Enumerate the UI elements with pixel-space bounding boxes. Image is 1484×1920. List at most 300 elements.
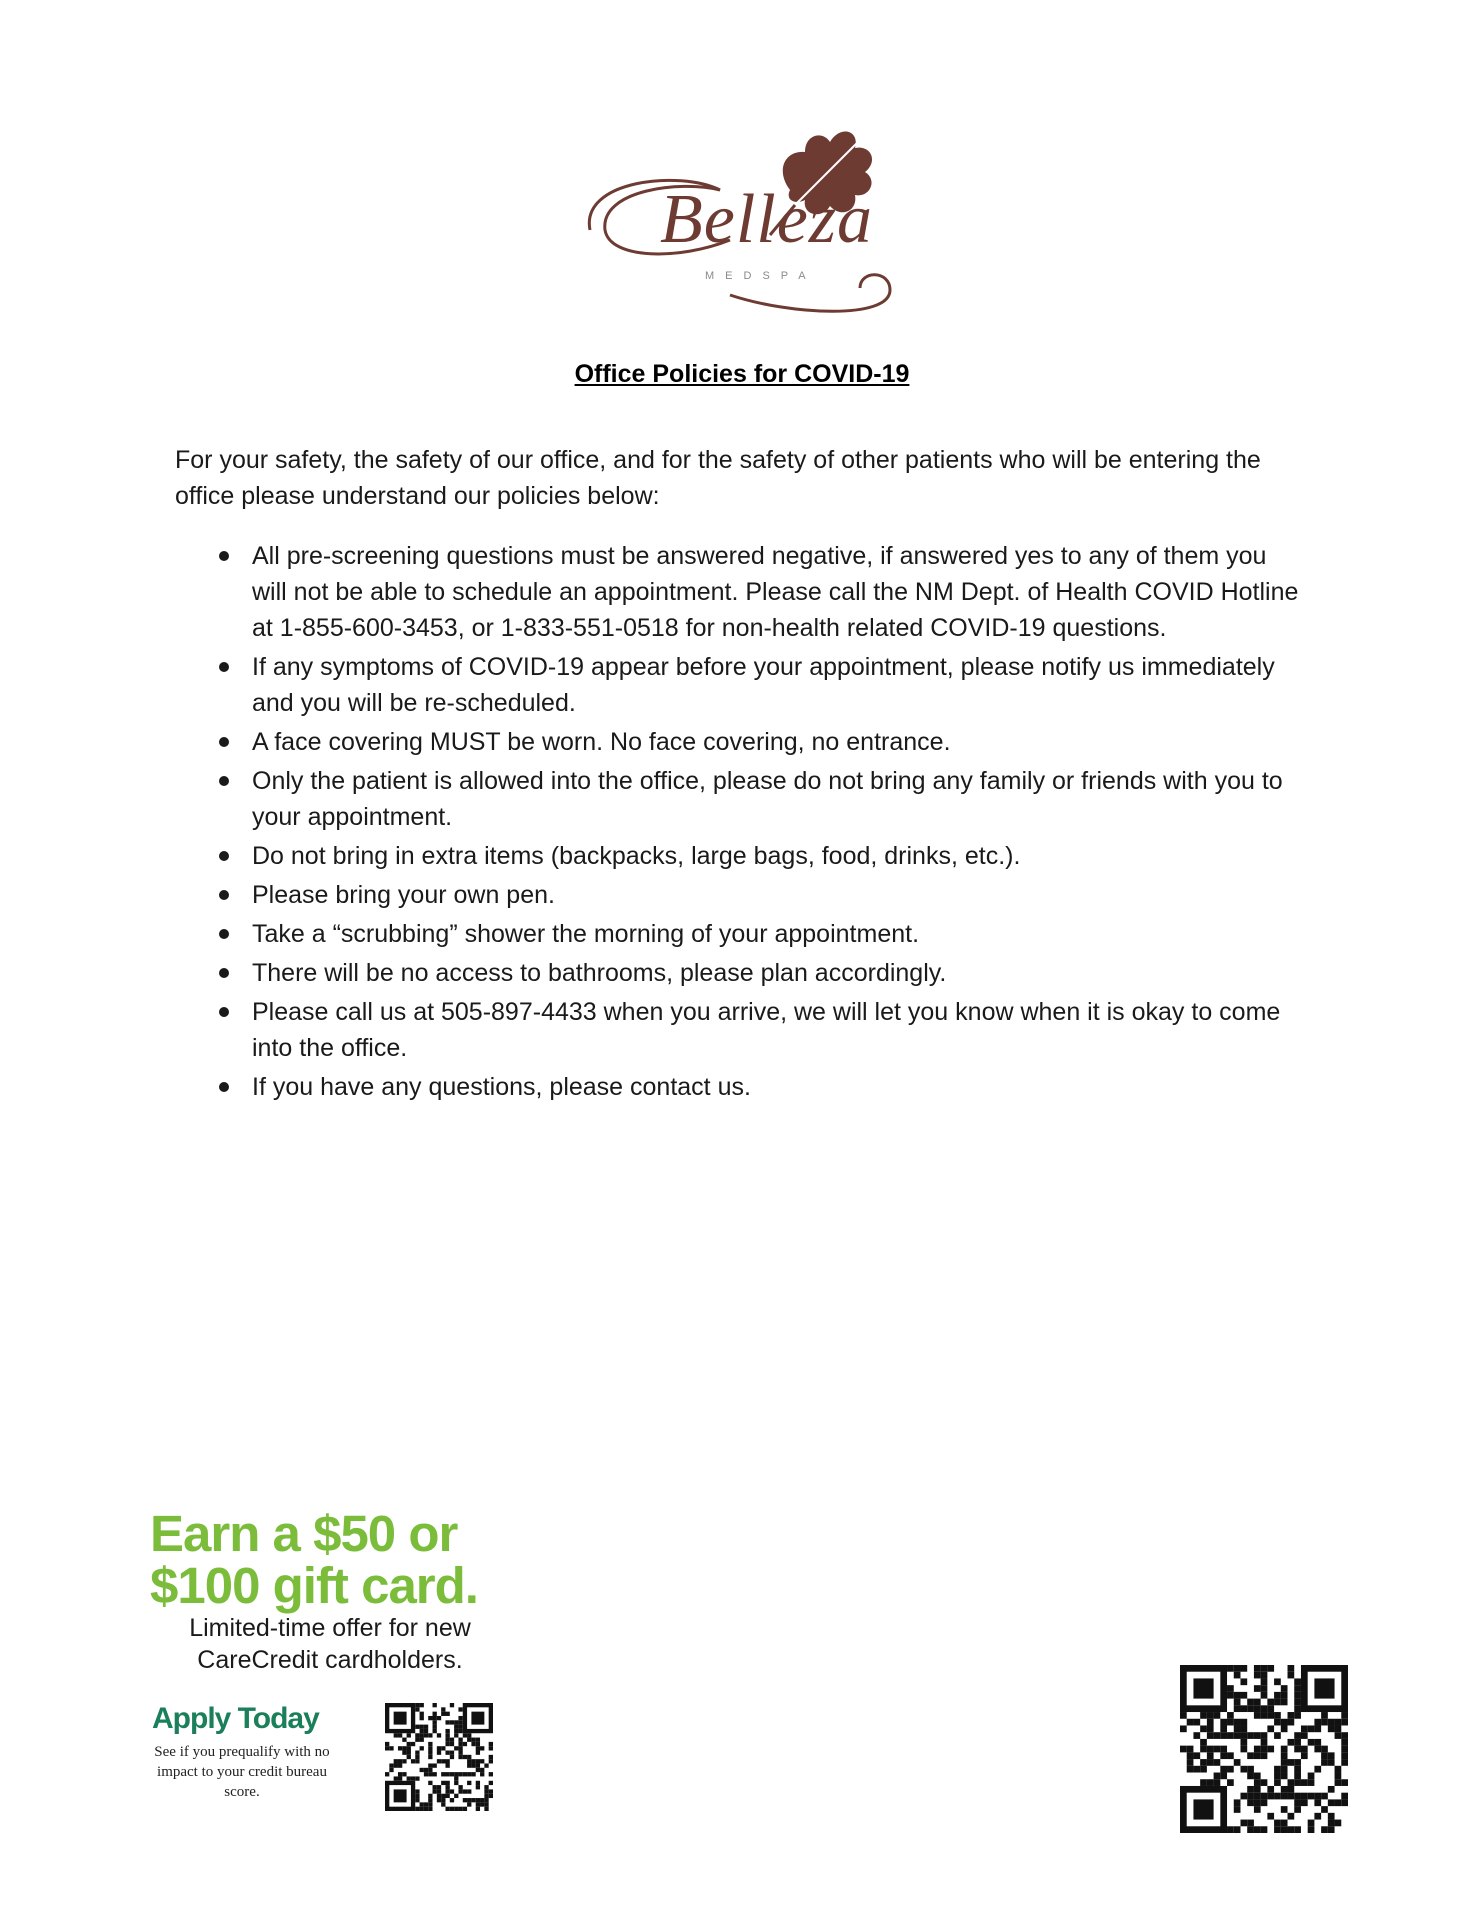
qr-module [471, 1738, 475, 1742]
qr-module [428, 1746, 432, 1750]
qr-module [1214, 1779, 1221, 1786]
qr-module [463, 1755, 467, 1759]
qr-module [489, 1781, 493, 1785]
qr-module [1207, 1725, 1214, 1732]
qr-module [458, 1746, 462, 1750]
qr-module [1247, 1793, 1254, 1800]
qr-module [441, 1802, 445, 1806]
qr-module [458, 1720, 462, 1724]
qr-module [1308, 1793, 1315, 1800]
qr-module [415, 1759, 419, 1763]
qr-module [458, 1725, 462, 1729]
qr-module [1261, 1746, 1268, 1753]
qr-module [424, 1733, 428, 1737]
qr-module [1180, 1725, 1187, 1732]
qr-module [1314, 1793, 1321, 1800]
qr-module [476, 1768, 480, 1772]
qr-module [1308, 1739, 1315, 1746]
qr-module [1254, 1826, 1261, 1833]
qr-module [1234, 1699, 1241, 1706]
qr-module [476, 1798, 480, 1802]
intro-paragraph: For your safety, the safety of our office, and for the safety of other patients who will be entering the office please understand our policies below: [175, 446, 1261, 510]
qr-module [467, 1763, 471, 1767]
qr-module [1234, 1672, 1241, 1679]
qr-module [389, 1768, 393, 1772]
qr-module [463, 1807, 467, 1811]
qr-module [1267, 1725, 1274, 1732]
qr-module [1234, 1806, 1241, 1813]
qr-module [433, 1789, 437, 1793]
qr-module [1294, 1692, 1301, 1699]
qr-module [467, 1772, 471, 1776]
qr-module [1288, 1739, 1295, 1746]
qr-module [1254, 1665, 1261, 1672]
qr-module [424, 1802, 428, 1806]
qr-module [1294, 1678, 1301, 1685]
qr-module [1274, 1779, 1281, 1786]
qr-module [1254, 1746, 1261, 1753]
qr-module [428, 1716, 432, 1720]
qr-module [385, 1742, 389, 1746]
list-item [215, 916, 1305, 952]
qr-module [1220, 1752, 1227, 1759]
qr-module [1328, 1725, 1335, 1732]
bullet-icon [219, 890, 229, 900]
qr-module [1187, 1752, 1194, 1759]
qr-module [467, 1802, 471, 1806]
qr-module [471, 1763, 475, 1767]
page-title: Office Policies for COVID-19 [574, 360, 910, 388]
qr-module [1314, 1799, 1321, 1806]
qr-module [433, 1712, 437, 1716]
qr-module [454, 1781, 458, 1785]
qr-module [484, 1802, 488, 1806]
qr-module [1321, 1719, 1328, 1726]
qr-module [1281, 1786, 1288, 1793]
qr-module [428, 1794, 432, 1798]
qr-module [1247, 1820, 1254, 1827]
list-item [215, 838, 1305, 874]
qr-module [398, 1746, 402, 1750]
qr-module [1261, 1752, 1268, 1759]
qr-module [1294, 1685, 1301, 1692]
qr-module [433, 1729, 437, 1733]
qr-module [1274, 1712, 1281, 1719]
qr-module [480, 1746, 484, 1750]
qr-module [1200, 1759, 1207, 1766]
qr-module [1335, 1719, 1342, 1726]
qr-module [476, 1746, 480, 1750]
qr-module [1240, 1732, 1247, 1739]
qr-module [476, 1759, 480, 1763]
qr-module [402, 1738, 406, 1742]
qr-module [428, 1763, 432, 1767]
bullet-icon [219, 1082, 229, 1092]
bullet-icon [219, 851, 229, 861]
bullet-icon [219, 551, 229, 561]
policy-text: Take a “scrubbing” shower the morning of your appointment. [252, 920, 920, 948]
qr-module [1301, 1725, 1308, 1732]
qr-module [463, 1733, 467, 1737]
qr-module [454, 1746, 458, 1750]
qr-module [1247, 1773, 1254, 1780]
qr-module [1328, 1813, 1335, 1820]
qr-module [1301, 1793, 1308, 1800]
qr-module [458, 1755, 462, 1759]
qr-module [402, 1759, 406, 1763]
qr-module [1294, 1705, 1301, 1712]
qr-module [1207, 1732, 1214, 1739]
qr-module [398, 1776, 402, 1780]
qr-module [1308, 1779, 1315, 1786]
qr-module [1214, 1732, 1221, 1739]
qr-module [445, 1789, 449, 1793]
qr-module [1193, 1752, 1200, 1759]
qr-module [1247, 1766, 1254, 1773]
qr-module [1274, 1719, 1281, 1726]
promo-headline: Earn a $50 or $100 gift card. [150, 1505, 478, 1614]
qr-code-icon[interactable] [1180, 1665, 1348, 1833]
qr-module [424, 1729, 428, 1733]
qr-module [1267, 1813, 1274, 1820]
qr-module [389, 1746, 393, 1750]
qr-module [1335, 1799, 1342, 1806]
qr-module [1254, 1773, 1261, 1780]
qr-module [1281, 1773, 1288, 1780]
qr-module [1200, 1779, 1207, 1786]
qr-module [450, 1742, 454, 1746]
qr-module [458, 1785, 462, 1789]
policy-text: Do not bring in extra items (backpacks, large bags, food, drinks, etc.). [252, 842, 1021, 870]
qr-module [1288, 1779, 1295, 1786]
qr-module [1281, 1820, 1288, 1827]
qr-module [415, 1703, 419, 1707]
qr-module [489, 1755, 493, 1759]
qr-module [1267, 1786, 1274, 1793]
qr-module [489, 1759, 493, 1763]
qr-module [1321, 1793, 1328, 1800]
qr-module [454, 1729, 458, 1733]
qr-module [489, 1742, 493, 1746]
policy-text: A face covering MUST be worn. No face covering, no entrance. [252, 728, 951, 756]
qr-module [467, 1781, 471, 1785]
qr-module [1314, 1678, 1334, 1698]
qr-module [420, 1729, 424, 1733]
qr-module [420, 1768, 424, 1772]
apply-today-link[interactable]: Apply Today [152, 1702, 319, 1735]
qr-module [1341, 1732, 1348, 1739]
qr-module [1321, 1759, 1328, 1766]
qr-module [415, 1751, 419, 1755]
qr-module [480, 1798, 484, 1802]
qr-module [1247, 1699, 1254, 1706]
qr-module [1193, 1678, 1213, 1698]
qr-module [1294, 1759, 1301, 1766]
bullet-icon [219, 737, 229, 747]
qr-module [454, 1776, 458, 1780]
bullet-icon [219, 1007, 229, 1017]
qr-module [1314, 1813, 1321, 1820]
qr-module [489, 1789, 493, 1793]
qr-module [1200, 1739, 1207, 1746]
qr-module [398, 1772, 402, 1776]
bullet-icon [219, 929, 229, 939]
qr-module [1247, 1705, 1254, 1712]
qr-module [489, 1772, 493, 1776]
qr-module [424, 1768, 428, 1772]
qr-module [1294, 1739, 1301, 1746]
qr-module [420, 1712, 424, 1716]
qr-module [480, 1768, 484, 1772]
qr-module [1247, 1786, 1254, 1793]
qr-module [1193, 1799, 1213, 1819]
qr-module [398, 1759, 402, 1763]
list-item [215, 955, 1305, 991]
qr-module [1220, 1773, 1227, 1780]
qr-module [1227, 1712, 1234, 1719]
qr-module [411, 1742, 415, 1746]
qr-module [467, 1733, 471, 1737]
qr-module [480, 1772, 484, 1776]
qr-module [1341, 1759, 1348, 1766]
qr-module [445, 1712, 449, 1716]
qr-module [1234, 1799, 1241, 1806]
qr-module [1274, 1699, 1281, 1706]
qr-module [1240, 1665, 1247, 1672]
bullet-icon [219, 776, 229, 786]
qr-module [1240, 1719, 1247, 1726]
qr-module [1267, 1665, 1274, 1672]
qr-module [1308, 1820, 1315, 1827]
qr-module [454, 1807, 458, 1811]
qr-module [1301, 1752, 1308, 1759]
qr-module [458, 1742, 462, 1746]
qr-module [407, 1742, 411, 1746]
qr-module [1193, 1766, 1200, 1773]
qr-module [1288, 1719, 1295, 1726]
qr-module [433, 1716, 437, 1720]
qr-module [1254, 1672, 1261, 1679]
qr-module [1335, 1732, 1342, 1739]
qr-module [1328, 1719, 1335, 1726]
qr-module [467, 1738, 471, 1742]
qr-module [1227, 1692, 1234, 1699]
qr-module [1274, 1793, 1281, 1800]
qr-module [1261, 1665, 1268, 1672]
qr-module [1254, 1786, 1261, 1793]
qr-module [1261, 1672, 1268, 1679]
qr-module [1294, 1793, 1301, 1800]
qr-module [1214, 1712, 1221, 1719]
qr-module [445, 1794, 449, 1798]
qr-module [1281, 1746, 1288, 1753]
policy-text: Only the patient is allowed into the office, please do not bring any family or friends with you to your appointment. [252, 767, 1283, 831]
qr-module [402, 1751, 406, 1755]
qr-module [1341, 1739, 1348, 1746]
policy-list [215, 538, 1305, 1108]
qr-module [1301, 1732, 1308, 1739]
qr-module [1254, 1732, 1261, 1739]
qr-module [1301, 1779, 1308, 1786]
qr-module [1314, 1725, 1321, 1732]
qr-module [1240, 1820, 1247, 1827]
qr-module [1294, 1766, 1301, 1773]
qr-module [1281, 1685, 1288, 1692]
qr-module [437, 1751, 441, 1755]
qr-module [1261, 1692, 1268, 1699]
qr-module [467, 1755, 471, 1759]
qr-module [1288, 1712, 1295, 1719]
qr-module [441, 1772, 445, 1776]
qr-module [1321, 1712, 1328, 1719]
qr-module [385, 1746, 389, 1750]
qr-module [484, 1785, 488, 1789]
qr-module [471, 1712, 484, 1725]
qr-module [1200, 1712, 1207, 1719]
qr-module [437, 1785, 441, 1789]
qr-module [1254, 1799, 1261, 1806]
policy-text: Please call us at 505-897-4433 when you arrive, we will let you know when it is okay to come into the office. [252, 998, 1281, 1062]
qr-module [454, 1794, 458, 1798]
qr-module [467, 1759, 471, 1763]
list-item [215, 994, 1305, 1066]
qr-module [1294, 1712, 1301, 1719]
qr-module [1261, 1739, 1268, 1746]
qr-module [445, 1720, 449, 1724]
qr-module [1328, 1752, 1335, 1759]
qr-module [1274, 1766, 1281, 1773]
qr-module [1261, 1799, 1268, 1806]
qr-module [467, 1789, 471, 1793]
qr-module [1220, 1732, 1227, 1739]
qr-module [1214, 1759, 1221, 1766]
qr-module [1281, 1752, 1288, 1759]
qr-module [428, 1798, 432, 1802]
qr-module [1220, 1719, 1227, 1726]
qr-module [420, 1716, 424, 1720]
qr-module [476, 1802, 480, 1806]
qr-module [437, 1789, 441, 1793]
qr-module [450, 1772, 454, 1776]
qr-module [428, 1755, 432, 1759]
qr-module [1294, 1746, 1301, 1753]
qr-module [441, 1746, 445, 1750]
qr-module [1220, 1746, 1227, 1753]
qr-module [1281, 1793, 1288, 1800]
qr-module [1240, 1739, 1247, 1746]
qr-module [463, 1742, 467, 1746]
qr-module [458, 1807, 462, 1811]
qr-module [411, 1776, 415, 1780]
qr-module [415, 1733, 419, 1737]
qr-module [437, 1759, 441, 1763]
qr-module [445, 1807, 449, 1811]
qr-module [428, 1751, 432, 1755]
qr-module [1274, 1678, 1281, 1685]
qr-module [394, 1733, 398, 1737]
qr-module [1328, 1759, 1335, 1766]
qr-module [476, 1763, 480, 1767]
qr-module [1261, 1732, 1268, 1739]
qr-module [1308, 1773, 1315, 1780]
qr-module [1294, 1779, 1301, 1786]
qr-module [407, 1733, 411, 1737]
qr-module [1227, 1665, 1234, 1672]
qr-module [1200, 1766, 1207, 1773]
qr-module [458, 1716, 462, 1720]
qr-module [1301, 1746, 1308, 1753]
qr-module [420, 1802, 424, 1806]
qr-module [476, 1751, 480, 1755]
qr-module [437, 1733, 441, 1737]
qr-module [1274, 1732, 1281, 1739]
qr-module [1240, 1793, 1247, 1800]
qr-module [1281, 1725, 1288, 1732]
qr-module [1335, 1725, 1342, 1732]
qr-module [1261, 1712, 1268, 1719]
qr-module [445, 1751, 449, 1755]
qr-module [1328, 1786, 1335, 1793]
qr-module [1281, 1719, 1288, 1726]
brand-name: Belleza [660, 181, 874, 258]
qr-module [1301, 1799, 1308, 1806]
qr-module [1341, 1719, 1348, 1726]
qr-module [1254, 1806, 1261, 1813]
qr-module [1220, 1725, 1227, 1732]
qr-module [1234, 1732, 1241, 1739]
qr-module [385, 1772, 389, 1776]
qr-module [1314, 1739, 1321, 1746]
qr-module [476, 1742, 480, 1746]
qr-module [458, 1772, 462, 1776]
qr-module [1254, 1712, 1261, 1719]
qr-module [1240, 1766, 1247, 1773]
qr-module [407, 1751, 411, 1755]
qr-module [454, 1725, 458, 1729]
qr-module [1274, 1692, 1281, 1699]
qr-module [1294, 1799, 1301, 1806]
qr-module [445, 1738, 449, 1742]
qr-module [1220, 1766, 1227, 1773]
policy-text: Please bring your own pen. [252, 881, 555, 909]
qr-module [1240, 1705, 1247, 1712]
list-item [215, 649, 1305, 721]
qr-module [394, 1759, 398, 1763]
qr-module [437, 1746, 441, 1750]
qr-module [433, 1703, 437, 1707]
qr-module [1227, 1766, 1234, 1773]
qr-module [433, 1772, 437, 1776]
qr-module [420, 1738, 424, 1742]
qr-module [1193, 1719, 1200, 1726]
qr-module [476, 1781, 480, 1785]
qr-module [1314, 1746, 1321, 1753]
qr-module [1234, 1719, 1241, 1726]
qr-module [1267, 1705, 1274, 1712]
qr-module [445, 1785, 449, 1789]
qr-module [437, 1794, 441, 1798]
qr-module [433, 1720, 437, 1724]
brand-logo [560, 120, 930, 320]
qr-module [1227, 1685, 1234, 1692]
qr-module [463, 1789, 467, 1793]
qr-module [450, 1798, 454, 1802]
qr-module [1193, 1732, 1200, 1739]
qr-code-icon[interactable] [385, 1703, 493, 1811]
qr-module [1227, 1719, 1234, 1726]
qr-module [1261, 1678, 1268, 1685]
qr-module [402, 1746, 406, 1750]
